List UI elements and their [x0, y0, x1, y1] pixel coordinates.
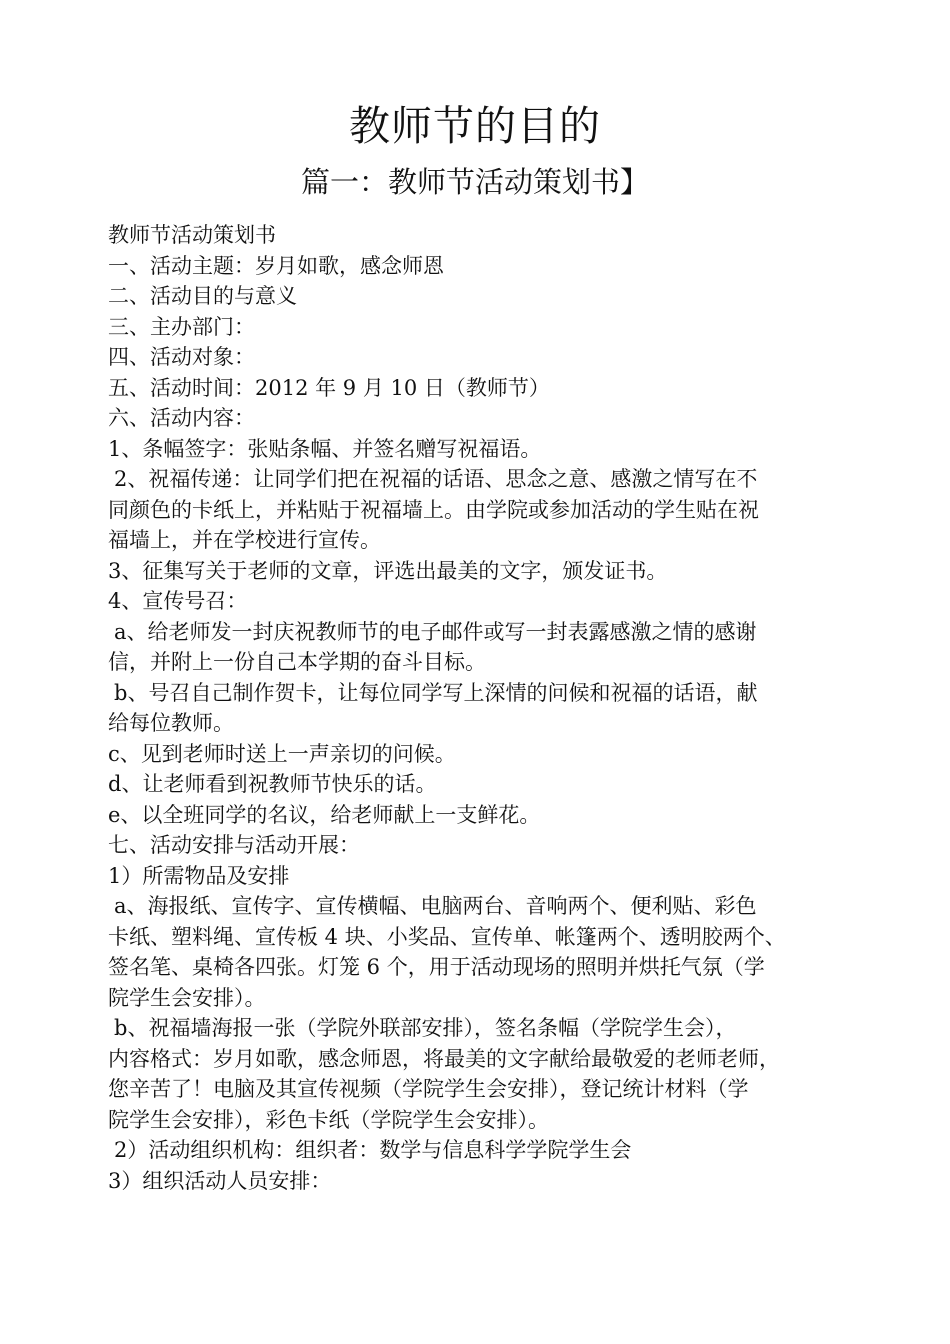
- body-line: a、给老师发一封庆祝教师节的电子邮件或写一封表露感激之情的感谢: [114, 619, 757, 644]
- body-line: 教师节活动策划书: [108, 223, 276, 247]
- body-line: a、海报纸、宣传字、宣传横幅、电脑两台、音响两个、便利贴、彩色: [114, 894, 757, 918]
- body-line: 院学生会安排）。: [108, 985, 266, 1010]
- body-line: b、祝福墙海报一张（学院外联部安排），签名条幅（学院学生会），: [114, 1016, 737, 1040]
- body-line: 2、祝福传递：让同学们把在祝福的话语、思念之意、感激之情写在不: [114, 467, 758, 491]
- body-line: e、以全班同学的名议，给老师献上一支鲜花。: [108, 802, 541, 827]
- body-line: 五、活动时间：2012 年 9 月 10 日（教师节）: [108, 375, 550, 400]
- body-line: 给每位教师。: [108, 711, 234, 735]
- body-line: 1、条幅签字：张贴条幅、并签名赠写祝福语。: [108, 436, 542, 461]
- body-line: 卡纸、塑料绳、宣传板 4 块、小奖品、宣传单、帐篷两个、透明胶两个、: [108, 924, 786, 949]
- body-line: 一、活动主题：岁月如歌，感念师恩: [108, 253, 444, 278]
- body-line: 签名笔、桌椅各四张。灯笼 6 个，用于活动现场的照明并烘托气氛（学: [108, 955, 765, 979]
- body-line: 4、宣传号召：: [108, 589, 248, 613]
- body-line: 院学生会安排），彩色卡纸（学院学生会安排）。: [108, 1107, 549, 1132]
- body-line: 七、活动安排与活动开展：: [108, 833, 360, 857]
- body-line: 信，并附上一份自己本学期的奋斗目标。: [108, 650, 486, 674]
- body-line: d、让老师看到祝教师节快乐的话。: [108, 772, 437, 796]
- body-line: 福墙上，并在学校进行宣传。: [108, 528, 381, 552]
- document-title: 教师节的目的: [349, 102, 601, 150]
- body-line: 三、主办部门：: [108, 314, 255, 339]
- body-line: 同颜色的卡纸上，并粘贴于祝福墙上。由学院或参加活动的学生贴在祝: [108, 497, 759, 522]
- body-line: 二、活动目的与意义: [108, 284, 297, 308]
- body-line: 内容格式：岁月如歌，感念师恩，将最美的文字献给最敬爱的老师老师，: [108, 1046, 780, 1071]
- body-line: 四、活动对象：: [108, 345, 255, 369]
- body-line: c、见到老师时送上一声亲切的问候。: [108, 741, 456, 766]
- body-line: 3）组织活动人员安排：: [108, 1168, 332, 1193]
- body-line: 2）活动组织机构：组织者：数学与信息科学学院学生会: [114, 1138, 632, 1162]
- document-body: [108, 220, 838, 1196]
- document-subtitle: 篇一：教师节活动策划书】: [300, 165, 649, 199]
- body-line: 3、征集写关于老师的文章，评选出最美的文字，颁发证书。: [108, 558, 668, 583]
- body-line: 1）所需物品及安排: [108, 863, 290, 888]
- body-line: 您辛苦了！电脑及其宣传视频（学院学生会安排），登记统计材料（学: [108, 1077, 749, 1101]
- body-line: 六、活动内容：: [108, 406, 255, 430]
- body-line: b、号召自己制作贺卡，让每位同学写上深情的问候和祝福的话语，献: [114, 680, 758, 705]
